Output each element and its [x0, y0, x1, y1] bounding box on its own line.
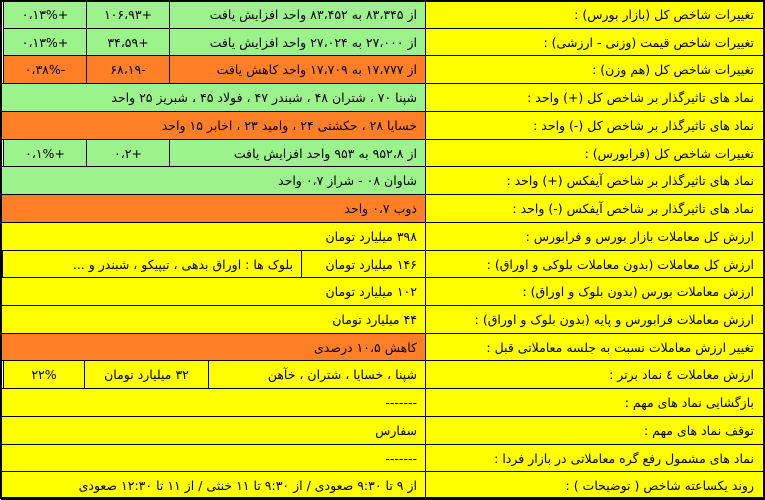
- row-label: ارزش معاملات ٤ نماد برتر :: [425, 360, 765, 389]
- row-value-cell: بلوک ها : اوراق بدهی ، تیپیکو ، شبندر و ...: [2, 250, 302, 278]
- row-value-cell: خسایا ۲۸ ، حکشتی ۲۴ ، وامید ۲۳ ، اخابر ۱۵ واحد: [1, 111, 426, 140]
- row-value-cell: از ۲۷،۰۰۰ به ۲۷،۰۲۴ واحد افزایش یافت: [169, 28, 426, 56]
- row-value-cell: ۴۴ میلیارد تومان: [1, 305, 426, 334]
- row-value-cell: ذوب ۰،۷ واحد: [1, 194, 426, 223]
- row-label: نماد های تاثیرگذار بر شاخص آیفکس (+) واحد :: [425, 166, 765, 195]
- row-value-cell: ۱۴۶ میلیارد تومان: [301, 250, 426, 278]
- row-value-cell: کاهش ۱۰،۵ درصدی: [1, 333, 426, 361]
- row-label: ارزش کل معاملات (بدون معاملات بلوکی و اوراق) :: [425, 250, 765, 278]
- row-value-cell: +۳۴،۵۹: [86, 28, 170, 56]
- row-label: ارزش معاملات بورس (بدون بلوک و اوراق) :: [425, 277, 765, 306]
- row-label: ارزش کل معاملات بازار بورس و فرابورس :: [425, 222, 765, 251]
- row-value-cell: ۳۹۸ میلیارد تومان: [1, 222, 426, 251]
- row-label: توقف نماد های مهم :: [425, 416, 765, 445]
- row-label: تغییرات شاخص کل (هم وزن) :: [425, 55, 765, 84]
- row-label: نماد های تاثیرگذار بر شاخص کل (+) واحد :: [425, 83, 765, 112]
- row-label: نماد های مشمول رفع گره معاملاتی در بازار فردا :: [425, 444, 765, 472]
- row-value-cell: ۱۰۲ میلیارد تومان: [1, 277, 426, 306]
- row-value-cell: -۰،۳۸%: [3, 55, 87, 84]
- row-value-cell: شاوان ۰۸ - شراز ۰،۷ واحد: [1, 166, 426, 195]
- row-value-cell: -------: [1, 388, 426, 417]
- row-value-cell: ۲۲%: [3, 360, 85, 389]
- row-value-cell: شپنا ، خسایا ، شتران ، خآهن: [208, 360, 426, 389]
- row-label: تغییر ارزش معاملات نسبت به جلسه معاملاتی قبل :: [425, 333, 765, 361]
- row-label: بازگشایی نماد های مهم :: [425, 388, 765, 417]
- row-value-cell: ۳۲ میلیارد تومان: [84, 360, 209, 389]
- row-label: نماد های تاثیرگذار بر شاخص کل (-) واحد :: [425, 111, 765, 140]
- row-value-cell: +۱۰۶،۹۳: [86, 0, 170, 29]
- row-label: روند یکساعته شاخص ( توضیحات ) :: [425, 471, 765, 500]
- row-label: نماد های تاثیرگذار بر شاخص آیفکس (-) واحد :: [425, 194, 765, 223]
- row-value-cell: +۰،۲: [86, 139, 170, 167]
- row-value-cell: +۰،۱۳%: [3, 28, 87, 56]
- row-value-cell: -۶۸،۱۹: [86, 55, 170, 84]
- row-label: ارزش معاملات فرابورس و پایه (بدون بلوک و اوراق) :: [425, 305, 765, 334]
- row-value-cell: از ۹ تا ۹:۳۰ صعودی / از ۹:۳۰ تا ۱۱ خنثی / از ۱۱ تا ۱۲:۳۰ صعودی: [1, 471, 426, 500]
- row-value-cell: -------: [1, 444, 426, 472]
- row-value-cell: از ۹۵۲،۸ به ۹۵۳ واحد افزایش یافت: [169, 139, 426, 167]
- row-label: تغییرات شاخص قیمت (وزنی - ارزشی) :: [425, 28, 765, 56]
- row-label: تغییرات شاخص کل (فرابورس) :: [425, 139, 765, 167]
- row-value-cell: +۰،۱۳%: [3, 0, 87, 29]
- row-value-cell: شپنا ۷۰ ، شتران ۴۸ ، شبندر ۴۷ ، فولاد ۴۵ ، شبریز ۲۵ واحد: [1, 83, 426, 112]
- row-label: تغییرات شاخص کل (بازار بورس) :: [425, 0, 765, 29]
- row-value-cell: +۰،۱%: [3, 139, 87, 167]
- row-value-cell: سفارس: [1, 416, 426, 445]
- row-value-cell: از ۱۷،۷۷۷ به ۱۷،۷۰۹ واحد کاهش یافت: [169, 55, 426, 84]
- row-value-cell: از ۸۳،۳۴۵ به ۸۳،۴۵۲ واحد افزایش یافت: [169, 0, 426, 29]
